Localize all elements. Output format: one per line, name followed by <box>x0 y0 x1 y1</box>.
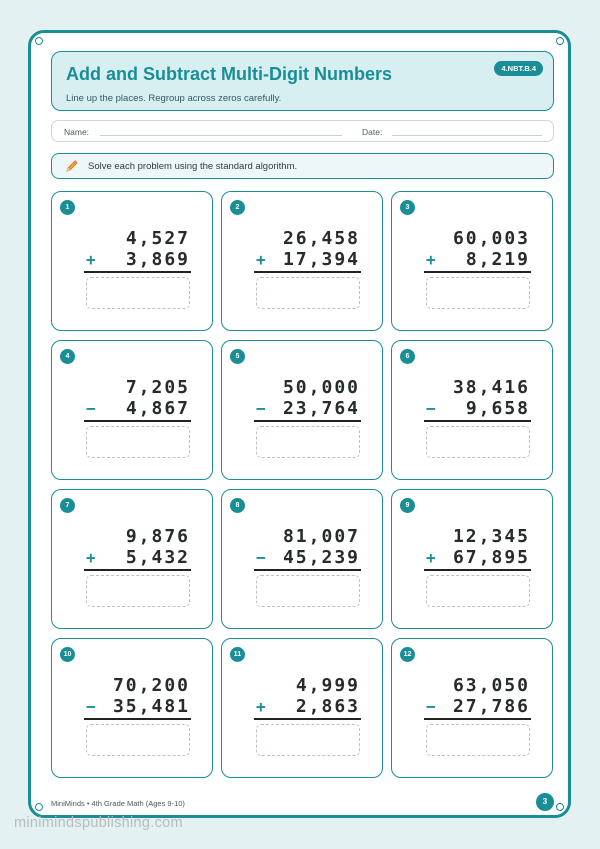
sum-line <box>254 271 361 273</box>
operator-sign: − <box>86 697 96 716</box>
answer-box[interactable] <box>86 575 190 607</box>
sum-line <box>254 569 361 571</box>
bottom-operand: 17,394 <box>282 249 360 270</box>
bottom-operand: 2,863 <box>295 696 360 717</box>
problem-card <box>221 191 383 331</box>
sum-line <box>424 718 531 720</box>
name-label: Name: <box>64 127 90 137</box>
answer-box[interactable] <box>426 426 530 458</box>
bottom-operand: 27,786 <box>452 696 530 717</box>
worksheet-page <box>28 30 571 818</box>
bottom-operand: 35,481 <box>112 696 190 717</box>
sum-line <box>84 569 191 571</box>
watermark: minimindspublishing.com <box>14 815 183 831</box>
problem-number: 7 <box>60 498 75 513</box>
problem-card <box>391 489 553 629</box>
bottom-operand: 67,895 <box>452 547 530 568</box>
operator-sign: + <box>86 250 96 269</box>
answer-box[interactable] <box>256 575 360 607</box>
pencil-icon <box>65 159 79 173</box>
answer-box[interactable] <box>426 724 530 756</box>
top-operand: 12,345 <box>452 526 530 547</box>
problem-number: 10 <box>60 647 75 662</box>
problem-card <box>391 638 553 778</box>
bottom-operand: 5,432 <box>125 547 190 568</box>
operator-sign: + <box>426 548 436 567</box>
sum-line <box>254 718 361 720</box>
problem-number: 5 <box>230 349 245 364</box>
operator-sign: − <box>426 399 436 418</box>
problem-card <box>391 340 553 480</box>
answer-box[interactable] <box>86 426 190 458</box>
operator-sign: − <box>426 697 436 716</box>
bottom-operand: 45,239 <box>282 547 360 568</box>
bottom-operand: 8,219 <box>465 249 530 270</box>
answer-box[interactable] <box>426 277 530 309</box>
sum-line <box>84 271 191 273</box>
standard-badge: 4.NBT.B.4 <box>494 61 543 76</box>
problem-number: 3 <box>400 200 415 215</box>
footer-credit: MiniMinds • 4th Grade Math (Ages 9-10) <box>51 799 185 808</box>
problem-number: 8 <box>230 498 245 513</box>
top-operand: 4,999 <box>295 675 360 696</box>
top-operand: 81,007 <box>282 526 360 547</box>
problem-card <box>221 340 383 480</box>
top-operand: 9,876 <box>125 526 190 547</box>
sum-line <box>424 271 531 273</box>
problem-card <box>221 489 383 629</box>
sum-line <box>254 420 361 422</box>
top-operand: 60,003 <box>452 228 530 249</box>
answer-box[interactable] <box>426 575 530 607</box>
problem-number: 9 <box>400 498 415 513</box>
problem-card <box>391 191 553 331</box>
problem-number: 2 <box>230 200 245 215</box>
date-field[interactable] <box>392 135 542 136</box>
top-operand: 63,050 <box>452 675 530 696</box>
bottom-operand: 23,764 <box>282 398 360 419</box>
date-label: Date: <box>362 127 383 137</box>
top-operand: 50,000 <box>282 377 360 398</box>
operator-sign: + <box>256 697 266 716</box>
problem-card <box>51 340 213 480</box>
problem-number: 4 <box>60 349 75 364</box>
answer-box[interactable] <box>86 724 190 756</box>
answer-box[interactable] <box>256 277 360 309</box>
corner-dot <box>556 37 564 45</box>
top-operand: 26,458 <box>282 228 360 249</box>
problem-card <box>51 489 213 629</box>
top-operand: 70,200 <box>112 675 190 696</box>
sum-line <box>84 420 191 422</box>
answer-box[interactable] <box>256 724 360 756</box>
operator-sign: + <box>426 250 436 269</box>
operator-sign: − <box>256 548 266 567</box>
answer-box[interactable] <box>256 426 360 458</box>
problem-card <box>221 638 383 778</box>
operator-sign: + <box>86 548 96 567</box>
name-date-row <box>51 120 554 142</box>
instructions-bar <box>51 153 554 179</box>
answer-box[interactable] <box>86 277 190 309</box>
bottom-operand: 3,869 <box>125 249 190 270</box>
problem-card <box>51 191 213 331</box>
page-title: Add and Subtract Multi-Digit Numbers <box>66 64 392 84</box>
problem-number: 12 <box>400 647 415 662</box>
page-number: 3 <box>536 793 554 811</box>
instructions-text: Solve each problem using the standard algorithm. <box>88 161 298 172</box>
operator-sign: − <box>86 399 96 418</box>
top-operand: 38,416 <box>452 377 530 398</box>
problem-card <box>51 638 213 778</box>
name-field[interactable] <box>100 135 342 136</box>
top-operand: 7,205 <box>125 377 190 398</box>
corner-dot <box>556 803 564 811</box>
bottom-operand: 9,658 <box>465 398 530 419</box>
operator-sign: + <box>256 250 266 269</box>
bottom-operand: 4,867 <box>125 398 190 419</box>
worksheet-header <box>51 51 554 111</box>
page-subtitle: Line up the places. Regroup across zeros carefully. <box>66 93 282 104</box>
problem-number: 6 <box>400 349 415 364</box>
corner-dot <box>35 803 43 811</box>
corner-dot <box>35 37 43 45</box>
sum-line <box>424 569 531 571</box>
operator-sign: − <box>256 399 266 418</box>
sum-line <box>84 718 191 720</box>
sum-line <box>424 420 531 422</box>
problem-number: 1 <box>60 200 75 215</box>
problem-number: 11 <box>230 647 245 662</box>
top-operand: 4,527 <box>125 228 190 249</box>
